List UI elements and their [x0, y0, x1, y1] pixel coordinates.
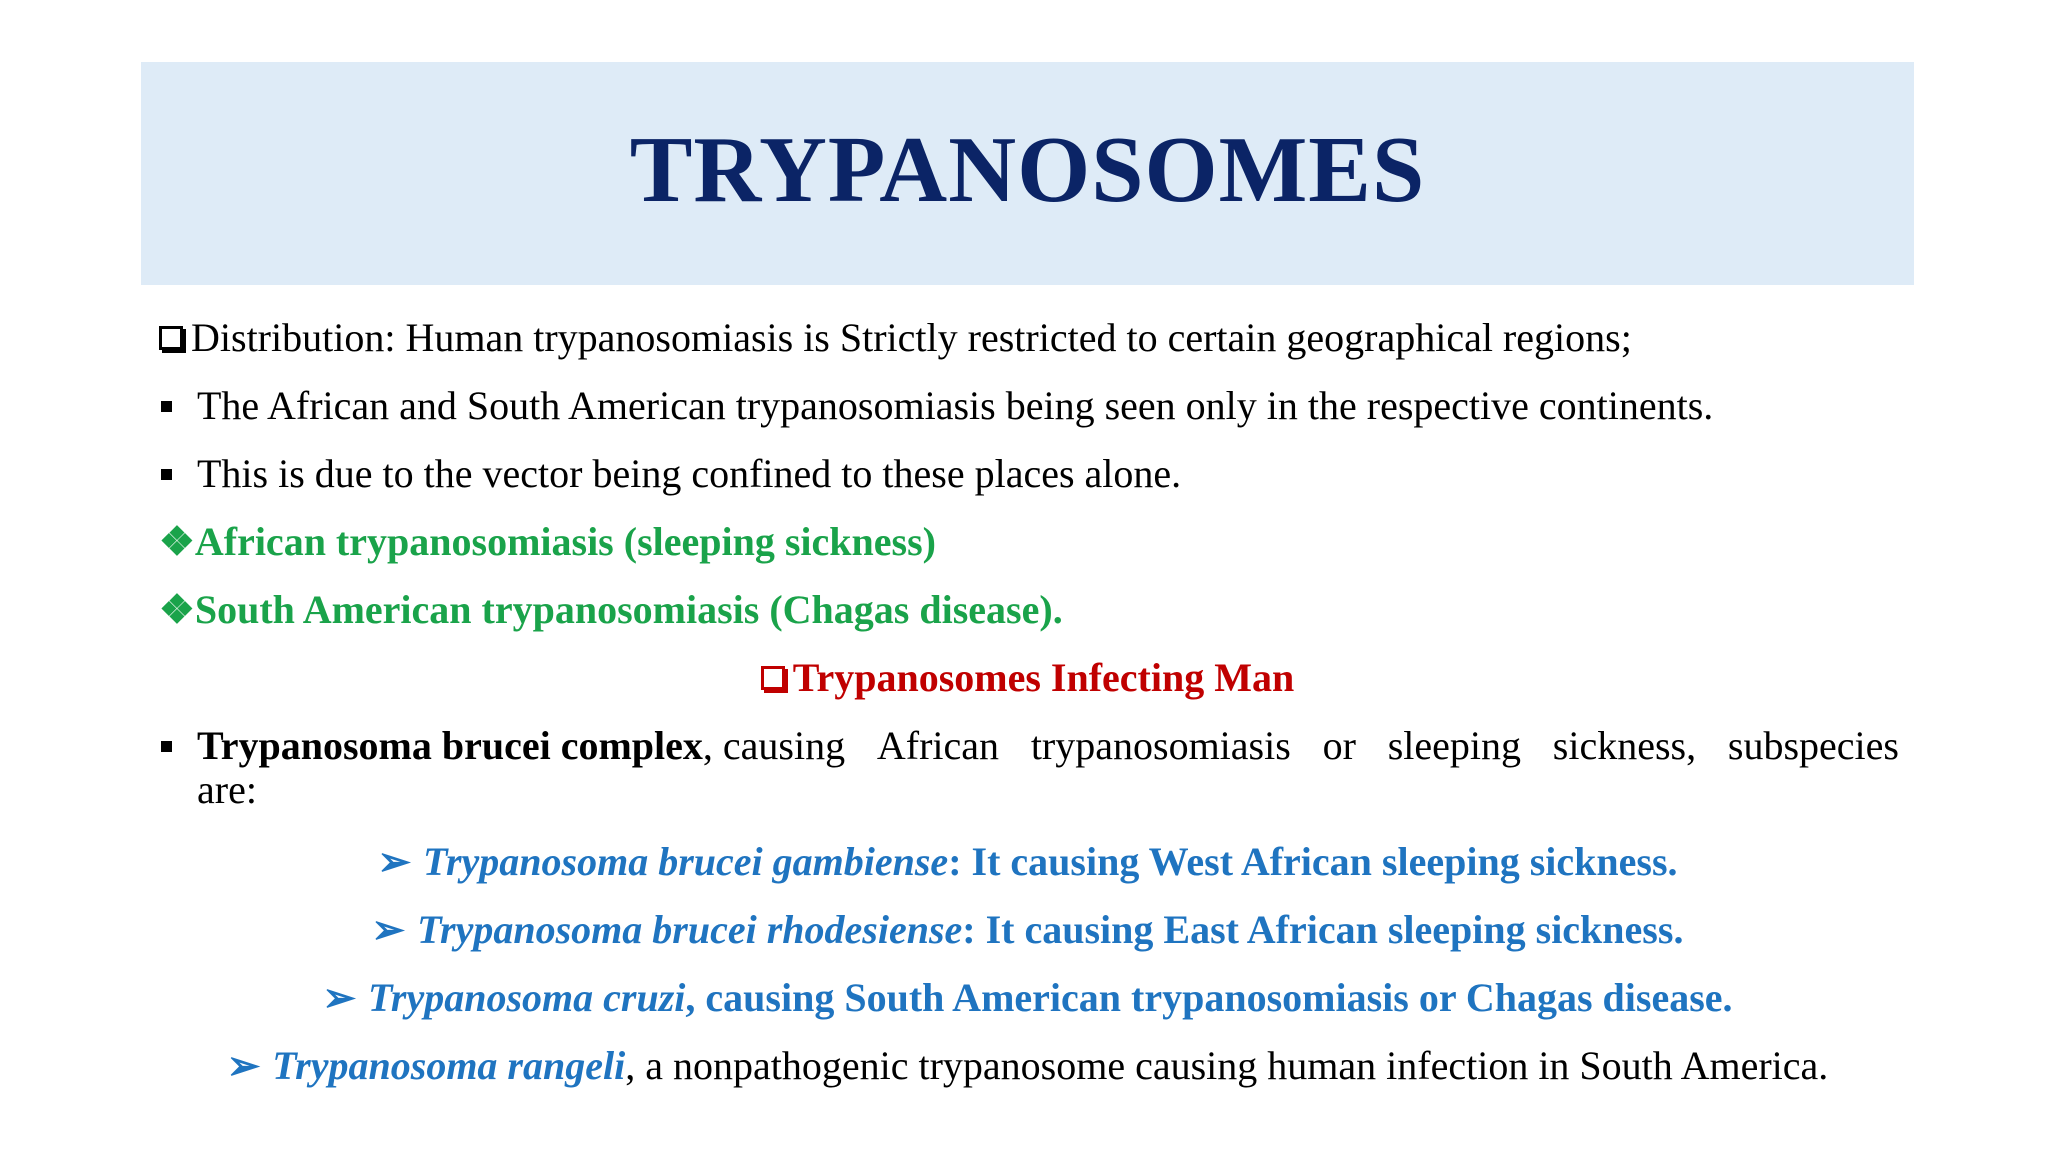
brucei-name: Trypanosoma brucei complex: [197, 723, 703, 768]
brucei-word: sleeping: [1387, 723, 1521, 768]
distribution-line: [159, 314, 1632, 362]
species-name: Trypanosoma rangeli: [272, 1043, 626, 1088]
brucei-first-line: [159, 724, 1899, 768]
arrowhead-bullet-icon: ➢: [322, 975, 356, 1020]
section-heading: [141, 654, 1914, 702]
species-name: Trypanosoma brucei rhodesiense: [417, 907, 963, 952]
bullet-text: This is due to the vector being confined to these places alone.: [197, 451, 1182, 496]
bullet-line-2: [159, 450, 1181, 498]
brucei-word: sickness,: [1552, 723, 1697, 768]
diamond-text: African trypanosomiasis (sleeping sickness): [194, 519, 936, 564]
brucei-paragraph: [159, 724, 1899, 812]
arrowhead-bullet-icon: ➢: [371, 907, 406, 952]
brucei-word: , causing: [702, 723, 846, 768]
diamond-text: South American trypanosomiasis (Chagas disease).: [194, 587, 1063, 632]
species-line-1: [141, 838, 1914, 886]
brucei-continuation: are:: [197, 767, 257, 812]
species-name: Trypanosoma brucei gambiense: [423, 839, 949, 884]
brucei-word: trypanosomiasis: [1030, 723, 1291, 768]
title-band: [141, 62, 1914, 285]
bullet-line-1: [159, 382, 1713, 430]
species-name: Trypanosoma cruzi: [367, 975, 686, 1020]
species-description: : It causing East African sleeping sickness.: [962, 907, 1684, 952]
section-heading-text: Trypanosomes Infecting Man: [792, 655, 1295, 700]
square-bullet-icon: [159, 450, 197, 498]
hollow-square-bullet-icon: [761, 666, 785, 690]
species-line-2: [141, 906, 1914, 954]
hollow-square-bullet-icon: [159, 326, 183, 350]
species-description: , causing South American trypanosomiasis or Chagas disease.: [685, 975, 1733, 1020]
diamond-line-2: [159, 586, 1063, 634]
arrowhead-bullet-icon: ➢: [226, 1043, 261, 1088]
brucei-word: African: [876, 723, 1000, 768]
brucei-word: subspecies: [1727, 723, 1899, 768]
arrowhead-bullet-icon: ➢: [377, 839, 411, 884]
diamond-line-1: [159, 518, 936, 566]
distribution-text: Distribution: Human trypanosomiasis is Strictly restricted to certain geographical regions;: [191, 315, 1632, 360]
square-bullet-icon: [159, 382, 197, 430]
four-diamond-bullet-icon: ❖: [159, 519, 195, 564]
species-line-4: [141, 1042, 1914, 1090]
four-diamond-bullet-icon: ❖: [159, 587, 195, 632]
species-description: , a nonpathogenic trypanosome causing human infection in South America.: [625, 1043, 1829, 1088]
bullet-text: The African and South American trypanosomiasis being seen only in the respective continents.: [197, 383, 1714, 428]
species-description: : It causing West African sleeping sickness.: [948, 839, 1678, 884]
brucei-word: or: [1322, 723, 1356, 768]
species-line-3: [141, 974, 1914, 1022]
page-title: TRYPANOSOMES: [629, 117, 1426, 222]
square-bullet-icon: [159, 724, 197, 768]
